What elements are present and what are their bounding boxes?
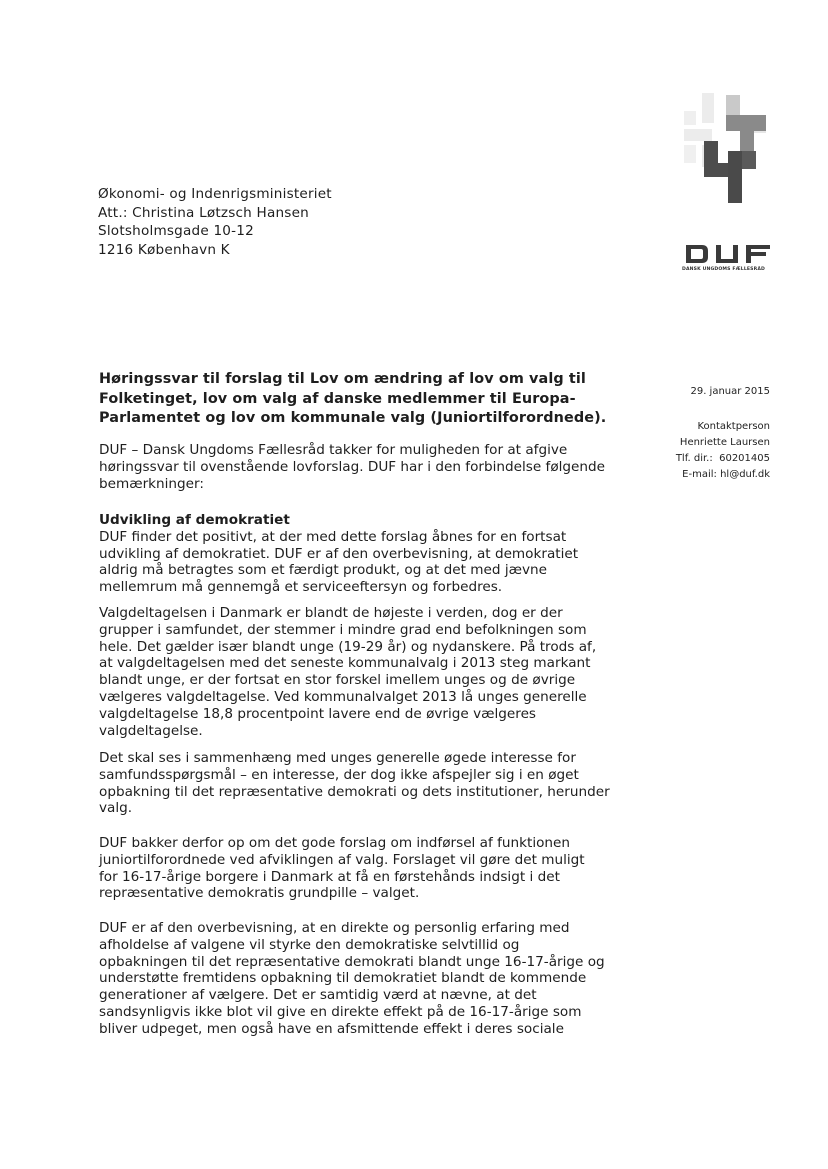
text-line: valg. xyxy=(99,800,133,817)
paragraph xyxy=(99,750,619,817)
paragraph xyxy=(99,920,619,1038)
text-line: generationer af vælgere. Det er samtidig værd at nævne, at det xyxy=(99,987,537,1004)
letter-date: 29. januar 2015 xyxy=(690,386,770,397)
text-line: at valgdeltagelsen med det seneste kommunalvalg i 2013 steg markant xyxy=(99,655,591,672)
contact-email xyxy=(640,467,770,483)
text-line: hele. Det gælder især blandt unge (19-29 år) og nydanskere. På trods af, xyxy=(99,638,597,655)
title-line: Høringssvar til forslag til Lov om ændring af lov om valg til xyxy=(99,371,586,387)
text-line: bemærkninger: xyxy=(99,475,204,492)
text-line: opbakningen til det repræsentative demokrati blandt unge 16-17-årige og xyxy=(99,953,605,970)
text-line: repræsentative demokratis grundpille – valget. xyxy=(99,885,420,902)
text-line: DUF – Dansk Ungdoms Fællesråd takker for muligheden for at afgive xyxy=(99,442,568,458)
text-line: valgdeltagelse 18,8 procentpoint lavere end de øvrige vælgeres xyxy=(99,705,537,722)
contact-label: Kontaktperson xyxy=(697,421,770,432)
text-line: DUF bakker derfor op om det gode forslag om indførsel af funktionen xyxy=(99,835,571,851)
text-line: høringssvar til ovenstående lovforslag. DUF har i den forbindelse følgende xyxy=(99,458,606,475)
text-line: blandt unge, er der fortsat en stor forskel imellem unges og de øvrige xyxy=(99,672,576,689)
text-line: samfundsspørgsmål – en interesse, der dog ikke afspejler sig i en øget xyxy=(99,766,579,783)
paragraph xyxy=(99,605,619,739)
text-line: understøtte fremtidens opbakning til demokratiet blandt de kommende xyxy=(99,970,587,987)
text-line: aldrig må betragtes som et færdigt produkt, og at det med jævne xyxy=(99,562,547,579)
section-heading: Udvikling af demokratiet xyxy=(99,512,290,528)
text-line: sandsynligvis ikke blot vil give en direkte effekt på de 16-17-årige som xyxy=(99,1003,582,1020)
recipient-address xyxy=(98,185,332,259)
text-line: afholdelse af valgene vil styrke den demokratiske selvtillid og xyxy=(99,936,520,953)
text-line: grupper i samfundet, der stemmer i mindre grad end befolkningen som xyxy=(99,621,587,638)
document-title xyxy=(99,370,619,429)
contact-phone xyxy=(640,451,770,467)
text-line: Valgdeltagelsen i Danmark er blandt de højeste i verden, dog er der xyxy=(99,605,563,621)
title-line: Parlamentet og lov om kommunale valg (Juniortilforordnede). xyxy=(99,410,607,426)
duf-tagline: DANSK UNGDOMS FÆLLESRÅD xyxy=(682,267,766,272)
text-line: juniortilforordnede ved afviklingen af valg. Forslaget vil gøre det muligt xyxy=(99,851,585,868)
phone-label: Tlf. dir.: xyxy=(675,453,713,464)
address-line: Slotsholmsgade 10-12 xyxy=(98,223,254,239)
text-line: Det skal ses i sammenhæng med unges generelle øgede interesse for xyxy=(99,750,576,766)
paragraph xyxy=(99,835,619,902)
address-line: Att.: Christina Løtzsch Hansen xyxy=(98,204,309,221)
intro-paragraph xyxy=(99,442,619,492)
text-line: opbakning til det repræsentative demokrati og dets institutioner, herunder xyxy=(99,783,610,800)
address-line: 1216 København K xyxy=(98,241,230,258)
email-label: E-mail: xyxy=(682,469,717,480)
text-line: bliver udpeget, men også have en afsmittende effekt i deres sociale xyxy=(99,1020,564,1037)
address-line: Økonomi- og Indenrigsministeriet xyxy=(98,186,332,202)
contact-name: Henriette Laursen xyxy=(679,437,770,448)
text-line: for 16-17-årige borgere i Danmark at få en førstehånds indsigt i det xyxy=(99,868,560,885)
contact-block xyxy=(640,419,770,483)
title-line: Folketinget, lov om valg af danske medlemmer til Europa- xyxy=(99,390,576,407)
section-democracy xyxy=(99,512,619,596)
text-line: valgdeltagelse. xyxy=(99,722,203,739)
text-line: mellemrum må gennemgå et serviceeftersyn og forbedres. xyxy=(99,579,503,596)
phone-number: 60201405 xyxy=(719,453,770,464)
text-line: DUF er af den overbevisning, at en direkte og personlig erfaring med xyxy=(99,920,570,936)
text-line: vælgeres valgdeltagelse. Ved kommunalvalget 2013 lå unges generelle xyxy=(99,688,587,705)
email-address: hl@duf.dk xyxy=(720,469,770,480)
text-line: DUF finder det positivt, at der med dette forslag åbnes for en fortsat xyxy=(99,528,567,545)
text-line: udvikling af demokratiet. DUF er af den overbevisning, at demokratiet xyxy=(99,545,579,562)
